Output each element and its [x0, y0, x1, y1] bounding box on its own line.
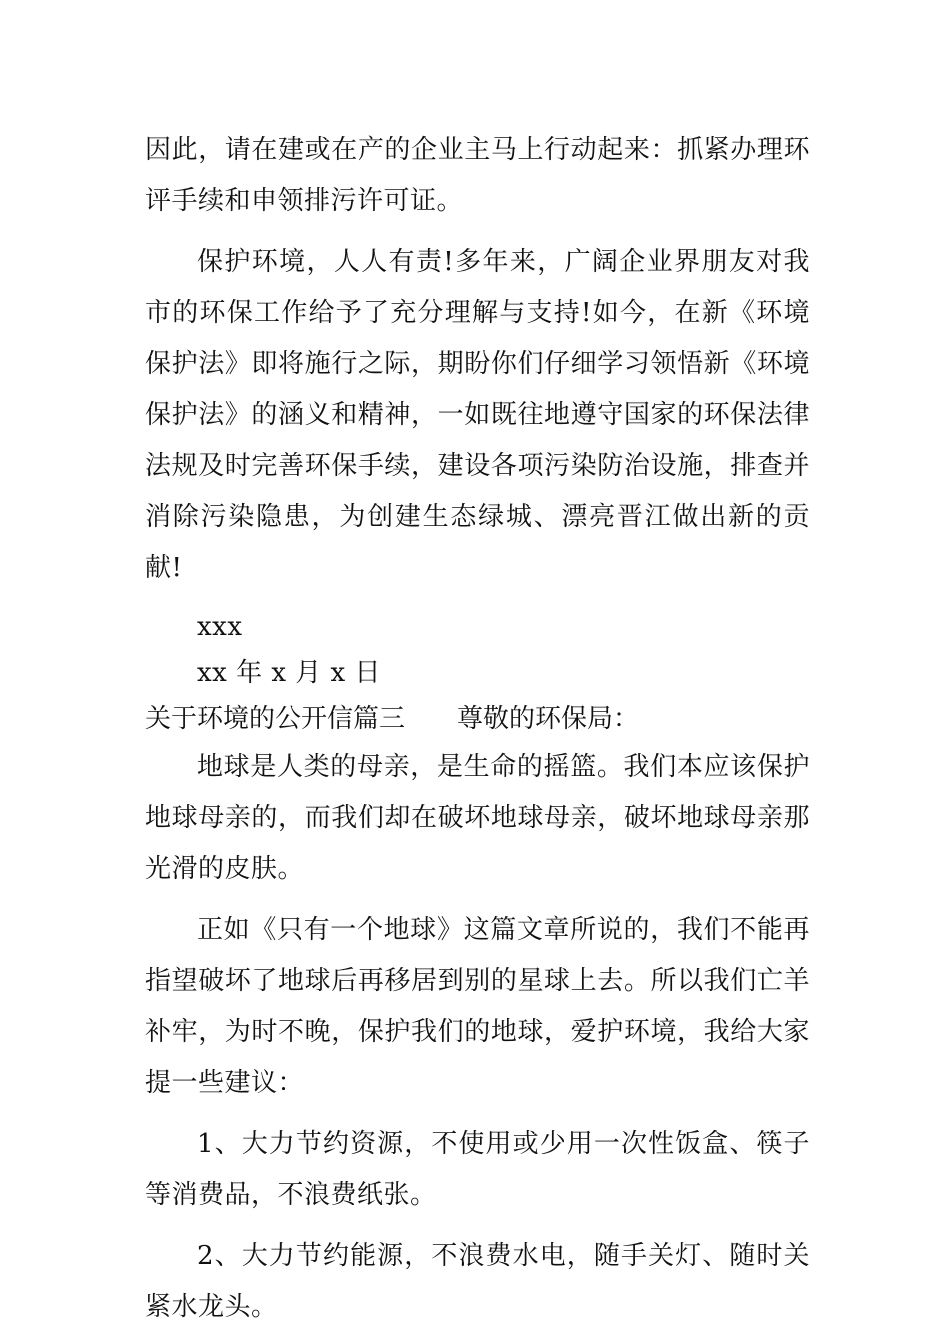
- paragraph-action-call: 因此，请在建或在产的企业主马上行动起来：抓紧办理环评手续和申领排污许可证。: [145, 135, 810, 216]
- section-heading: [145, 696, 810, 742]
- paragraph-protect-environment: 保护环境，人人有责!多年来，广阔企业界朋友对我市的环保工作给予了充分理解与支持!如今，在新《环境保护法》即将施行之际，期盼你们仔细学习领悟新《环境保护法》的涵义和精神，一如既往地遵守国家的环保法律法规及时完善环保手续，建设各项污染防治设施，排查并消除污染隐患，为创建生态绿城、漂亮晋江做出新的贡献!: [145, 247, 810, 583]
- paragraph-only-one-earth: 正如《只有一个地球》这篇文章所说的，我们不能再指望破坏了地球后再移居到别的星球上去。所以我们亡羊补牢，为时不晚，保护我们的地球，爱护环境，我给大家提一些建议：: [145, 915, 810, 1098]
- salutation: 尊敬的环保局：: [457, 704, 640, 734]
- paragraph-earth-mother: 地球是人类的母亲，是生命的摇篮。我们本应该保护地球母亲的，而我们却在破坏地球母亲，破坏地球母亲那光滑的皮肤。: [145, 752, 810, 884]
- letter-date: xx 年 x 月 x 日: [197, 658, 381, 688]
- document-body: [145, 125, 810, 1343]
- suggestion-item-1: 1、大力节约资源，不使用或少用一次性饭盒、筷子等消费品，不浪费纸张。: [145, 1129, 810, 1210]
- section-title: 关于环境的公开信篇三: [145, 704, 406, 734]
- signature: xxx: [197, 612, 243, 642]
- suggestion-item-2: 2、大力节约能源，不浪费水电，随手关灯、随时关紧水龙头。: [145, 1241, 810, 1322]
